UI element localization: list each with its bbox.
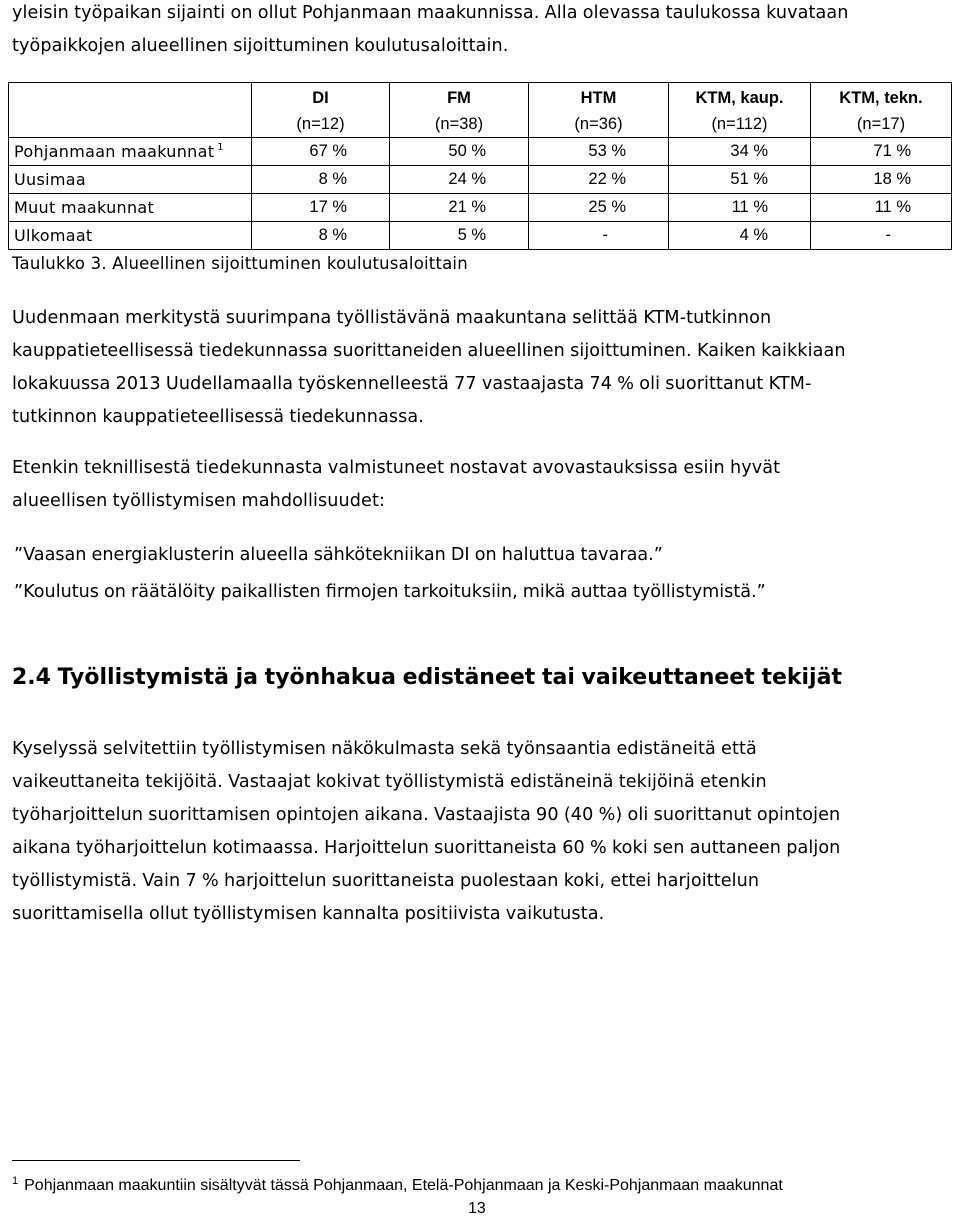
body-paragraph (12, 302, 930, 434)
table-cell: 51 % (669, 166, 811, 194)
body-paragraph (12, 452, 930, 518)
quote: ”Vaasan energiaklusterin alueella sähkötekniikan DI on haluttua tavaraa.” (14, 545, 663, 565)
text-line: lokakuussa 2013 Uudellamaalla työskennelleestä 77 vastaajasta 74 % oli suorittanut KTM- (12, 374, 812, 394)
table-corner-cell (9, 83, 252, 138)
column-header: DI (n=12) (252, 83, 390, 138)
page-number: 13 (468, 1200, 486, 1217)
text-line: työllistymistä. Vain 7 % harjoittelun suorittaneista puolestaan koki, ettei harjoittelun (12, 871, 760, 891)
quote: ”Koulutus on räätälöity paikallisten firmojen tarkoituksiin, mikä auttaa työllistymistä.” (14, 582, 766, 602)
text-line: Etenkin teknillisestä tiedekunnasta valmistuneet nostavat avovastauksissa esiin hyvät (12, 458, 781, 478)
table-cell: 8 % (252, 166, 390, 194)
table-cell: 4 % (669, 222, 811, 250)
table-header-row (9, 83, 952, 138)
text-line: alueellisen työllistymisen mahdollisuudet: (12, 491, 385, 511)
footnote-text: Pohjanmaan maakuntiin sisältyvät tässä Pohjanmaan, Etelä-Pohjanmaan ja Keski-Pohjanmaan maakunnat (24, 1177, 783, 1194)
text-line: Kyselyssä selvitettiin työllistymisen näkökulmasta sekä työnsaantia edistäneitä että (12, 739, 757, 759)
column-header: KTM, kaup. (n=112) (669, 83, 811, 138)
table-cell: - (811, 222, 952, 250)
footnote-ref: 1 (217, 142, 224, 153)
table-cell: 53 % (529, 138, 669, 166)
table-cell: 67 % (252, 138, 390, 166)
table-cell: 24 % (390, 166, 529, 194)
table-cell: 50 % (390, 138, 529, 166)
column-header: KTM, tekn. (n=17) (811, 83, 952, 138)
text-line: tutkinnon kauppatieteellisessä tiedekunnassa. (12, 407, 424, 427)
text-line: kauppatieteellisessä tiedekunnassa suorittaneiden alueellinen sijoittuminen. Kaiken kaikkiaan (12, 341, 846, 361)
text-line: aikana työharjoittelun kotimaassa. Harjoittelun suorittaneista 60 % koki sen auttaneen paljon (12, 838, 841, 858)
column-header: FM (n=38) (390, 83, 529, 138)
table-row (9, 222, 952, 250)
intro-line: työpaikkojen alueellinen sijoittuminen koulutusaloittain. (12, 36, 509, 56)
footnote-divider (12, 1160, 300, 1161)
table-cell: 34 % (669, 138, 811, 166)
table-row (9, 194, 952, 222)
row-label: Uusimaa (9, 166, 252, 194)
table-cell: 5 % (390, 222, 529, 250)
section-heading: 2.4 Työllistymistä ja työnhakua edistäneet tai vaikeuttaneet tekijät (12, 665, 842, 690)
row-label: Pohjanmaan maakunnat $^1$ (9, 138, 252, 166)
table-cell: 8 % (252, 222, 390, 250)
table-cell: 11 % (669, 194, 811, 222)
table-cell: 25 % (529, 194, 669, 222)
table-cell: 21 % (390, 194, 529, 222)
footnote-marker: 1 (12, 1175, 19, 1187)
table-cell: 71 % (811, 138, 952, 166)
footnote (12, 1170, 783, 1197)
table-cell: 18 % (811, 166, 952, 194)
row-label: Muut maakunnat (9, 194, 252, 222)
table-cell: 22 % (529, 166, 669, 194)
column-header: HTM (n=36) (529, 83, 669, 138)
table-cell: 11 % (811, 194, 952, 222)
table-row (9, 166, 952, 194)
table-row (9, 138, 952, 166)
body-paragraph (12, 733, 930, 931)
text-line: vaikeuttaneita tekijöitä. Vastaajat kokivat työllistymistä edistäneinä tekijöinä etenkin (12, 772, 767, 792)
intro-paragraph (12, 0, 930, 63)
text-line: Uudenmaan merkitystä suurimpana työllistävänä maakuntana selittää KTM-tutkinnon (12, 308, 772, 328)
employment-region-table (8, 82, 952, 250)
table-cell: - (529, 222, 669, 250)
text-line: suorittamisella ollut työllistymisen kannalta positiivista vaikutusta. (12, 904, 605, 924)
row-label: Ulkomaat (9, 222, 252, 250)
table-cell: 17 % (252, 194, 390, 222)
intro-line: yleisin työpaikan sijainti on ollut Pohjanmaan maakunnissa. Alla olevassa taulukossa kuvataan (12, 3, 849, 23)
table-caption: Taulukko 3. Alueellinen sijoittuminen koulutusaloittain (12, 254, 468, 273)
text-line: työharjoittelun suorittamisen opintojen aikana. Vastaajista 90 (40 %) oli suorittanut opintojen (12, 805, 841, 825)
